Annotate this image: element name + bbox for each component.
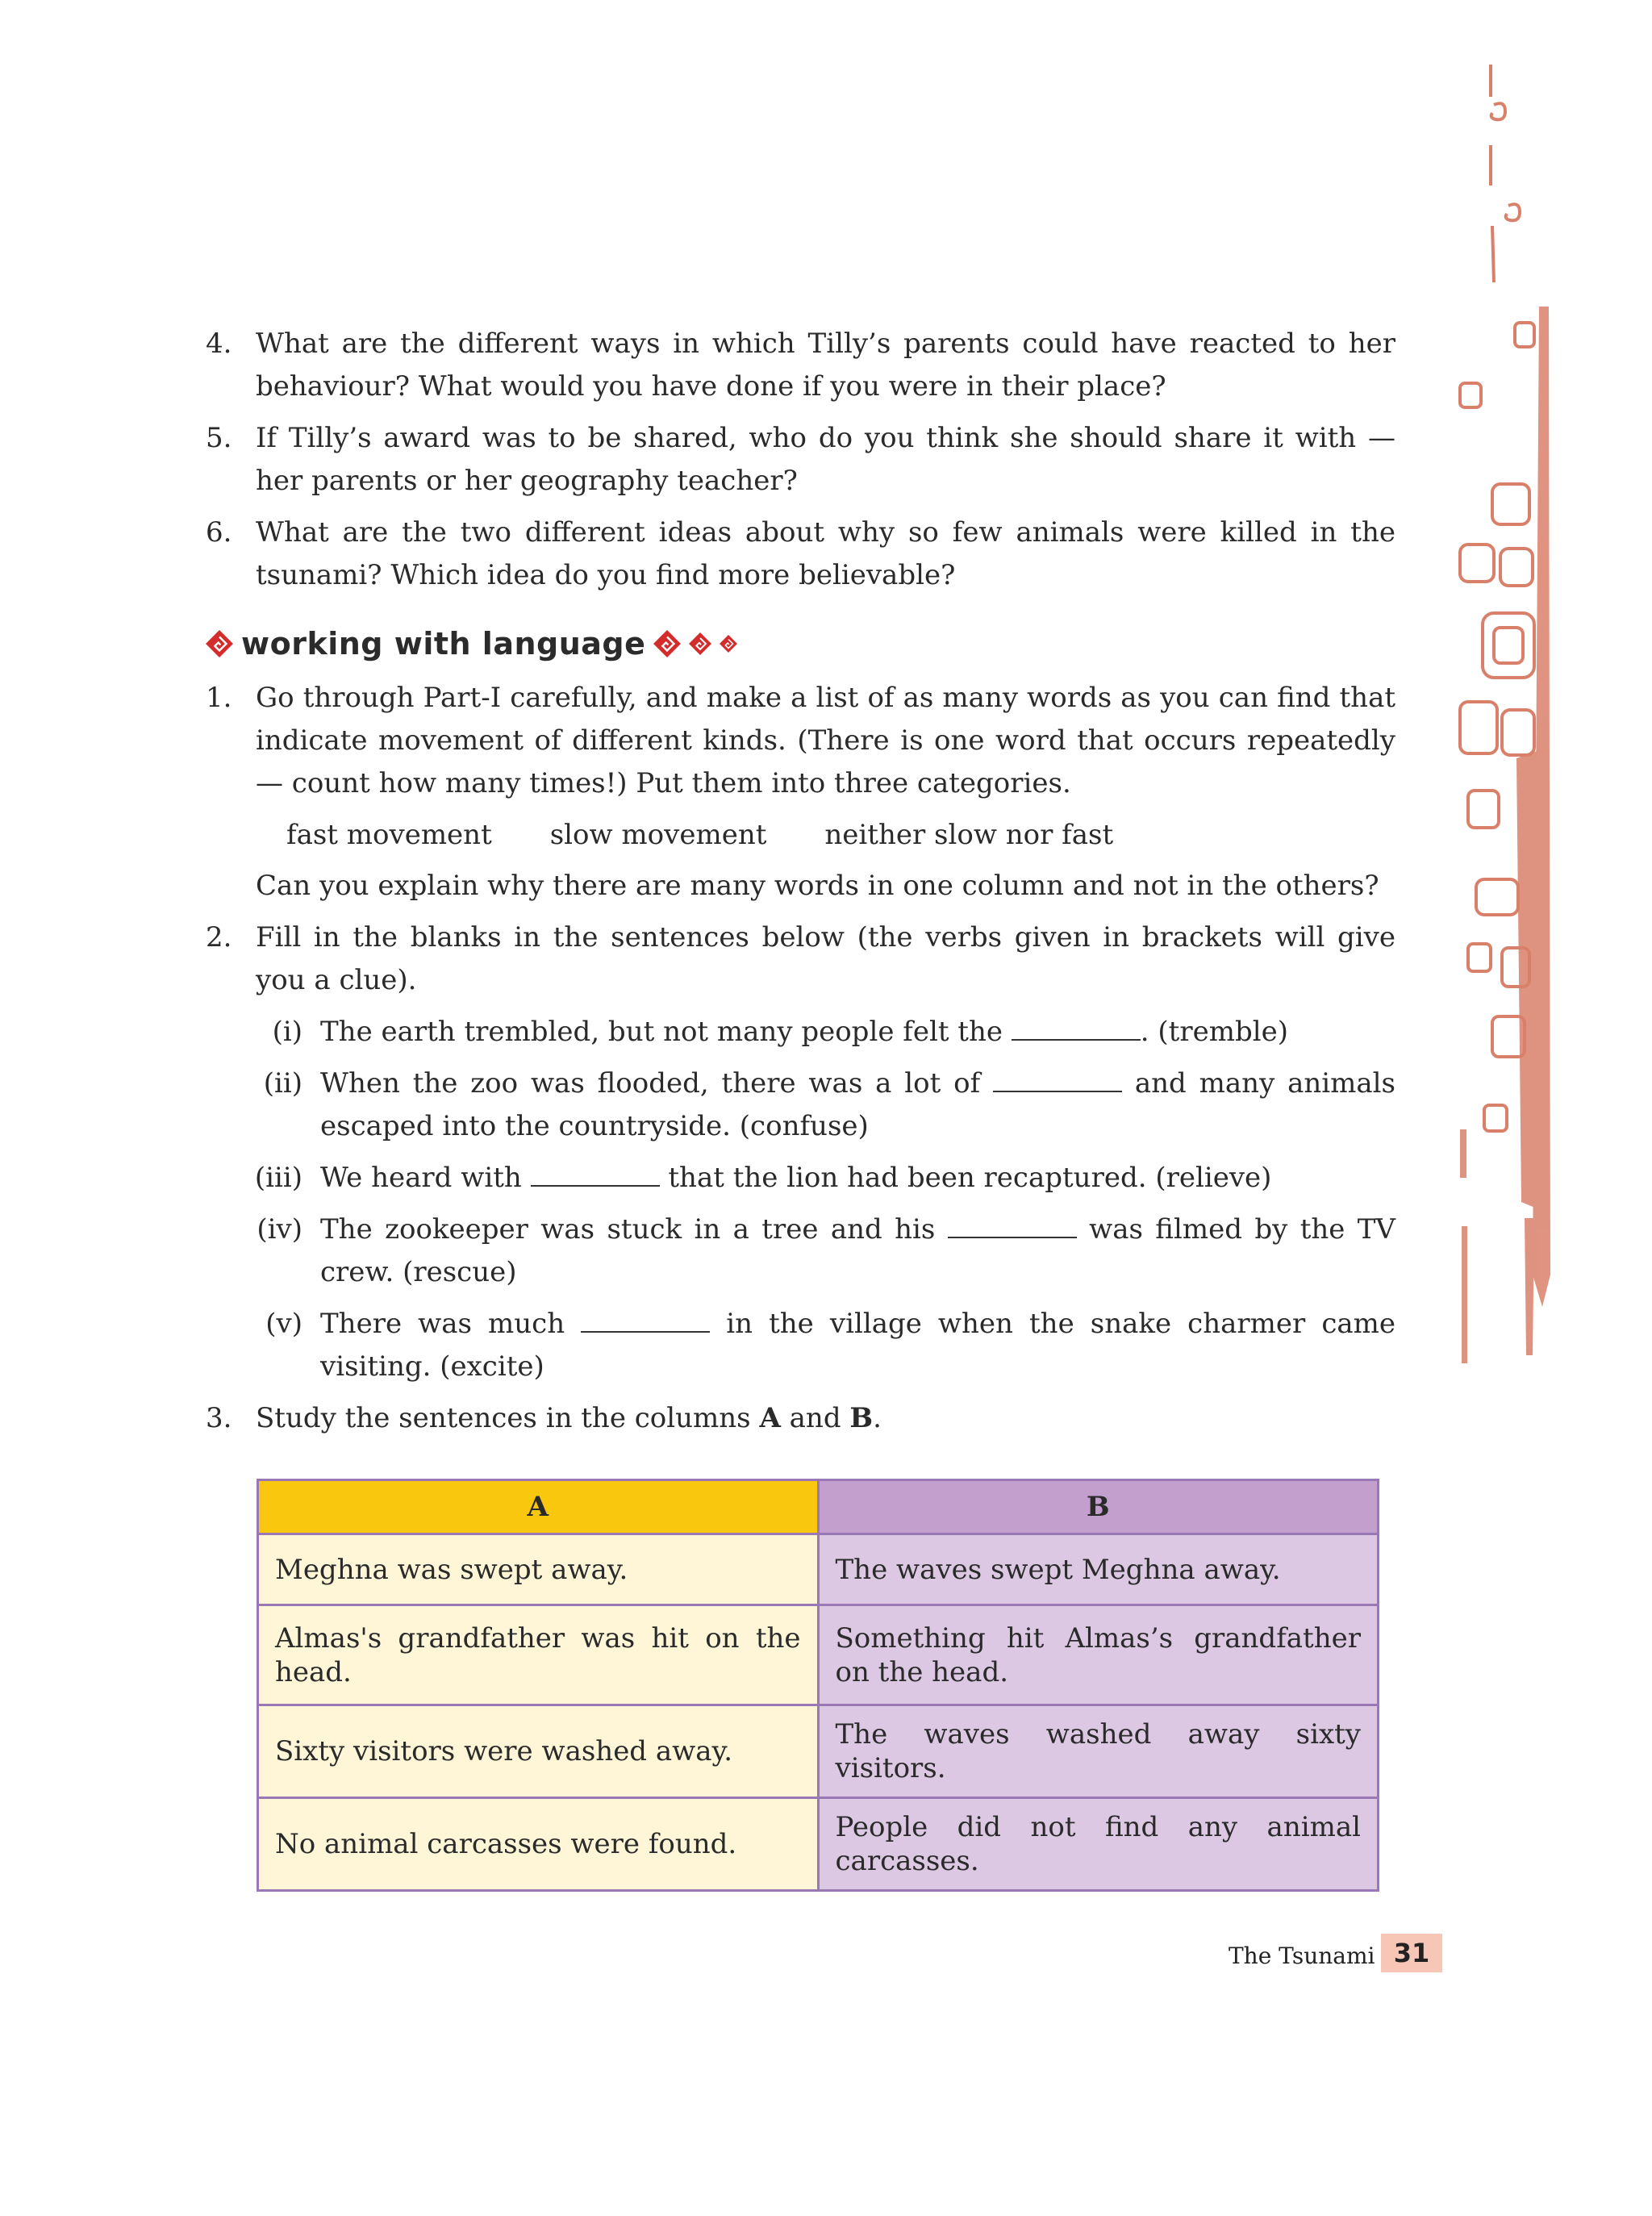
sentence-start: There was much — [320, 1308, 565, 1340]
table-cell-b: People did not find any animal carcasses. — [818, 1798, 1379, 1891]
fill-blank-item-v — [206, 1303, 1395, 1388]
conjunction: and — [789, 1402, 841, 1434]
question-number: 5. — [206, 422, 232, 454]
table-row — [258, 1534, 1379, 1605]
table-cell-a: Meghna was swept away. — [258, 1534, 819, 1605]
page-number: 31 — [1381, 1934, 1442, 1972]
table-cell-a: Almas's grandfather was hit on the head. — [258, 1605, 819, 1705]
language-question-1 — [206, 677, 1395, 805]
question-text: Fill in the blanks in the sentences below (the verbs given in brackets will give you a clue). — [256, 921, 1395, 996]
column-b-ref: B — [849, 1402, 874, 1434]
item-number: (v) — [265, 1308, 302, 1340]
item-number: (iii) — [254, 1162, 302, 1194]
table-cell-b: Something hit Almas’s grandfather on the head. — [818, 1605, 1379, 1705]
red-swirl-icon — [653, 630, 681, 657]
language-question-2 — [206, 916, 1395, 1002]
red-swirl-icon — [206, 630, 233, 657]
question-number: 2. — [206, 921, 232, 954]
sentence-start: We heard with — [320, 1162, 522, 1194]
followup-question: Can you explain why there are many words in one column and not in the others? — [256, 870, 1379, 902]
table-cell-a: Sixty visitors were washed away. — [258, 1705, 819, 1798]
question-5 — [206, 417, 1395, 503]
blank-line — [1012, 1015, 1141, 1041]
movement-categories — [206, 814, 1395, 857]
period: . — [873, 1402, 882, 1434]
footer-chapter-title: The Tsunami — [1229, 1943, 1375, 1969]
column-a-ref: A — [759, 1402, 781, 1434]
column-b-header: B — [818, 1480, 1379, 1534]
item-number: (i) — [272, 1016, 302, 1048]
table-row — [258, 1705, 1379, 1798]
question-text: What are the two different ideas about why so few animals were killed in the tsunami? Which idea do you find more believable? — [256, 516, 1395, 591]
question-text: Study the sentences in the columns — [256, 1402, 751, 1434]
language-question-3 — [206, 1397, 1395, 1440]
sentence-end: . (tremble) — [1140, 1016, 1288, 1048]
fill-blank-item-iii — [206, 1157, 1395, 1200]
table-row — [258, 1605, 1379, 1705]
column-a-header: A — [258, 1480, 819, 1534]
fill-blank-item-ii — [206, 1062, 1395, 1148]
blank-line — [581, 1307, 710, 1333]
question-number: 4. — [206, 328, 232, 360]
table-header-row — [258, 1480, 1379, 1534]
category-label: fast movement — [286, 819, 492, 851]
blank-line — [531, 1161, 660, 1187]
question-text: If Tilly’s award was to be shared, who do you think she should share it with — her parents or her geography teacher? — [256, 422, 1395, 497]
comparison-table — [257, 1479, 1379, 1892]
exercise-content — [206, 323, 1395, 1449]
section-heading — [206, 620, 737, 668]
blank-line — [948, 1212, 1077, 1238]
sentence-start: When the zoo was flooded, there was a lot of — [320, 1067, 981, 1100]
category-label: neither slow nor fast — [824, 819, 1114, 851]
red-swirl-icon — [689, 632, 711, 655]
question-number: 1. — [206, 682, 232, 714]
fill-blank-item-i — [206, 1011, 1395, 1054]
question-number: 6. — [206, 516, 232, 549]
question-6 — [206, 511, 1395, 597]
red-swirl-icon — [720, 635, 737, 653]
question-number: 3. — [206, 1402, 232, 1434]
question-text: What are the different ways in which Tilly’s parents could have reacted to her behaviour? What would you have done if you were in their place? — [256, 328, 1395, 403]
sentence-end: was filmed by the TV crew. (rescue) — [320, 1213, 1395, 1288]
table-cell-b: The waves swept Meghna away. — [818, 1534, 1379, 1605]
category-label: slow movement — [549, 819, 767, 851]
section-heading-text: working with language — [241, 626, 646, 661]
fill-blank-item-iv — [206, 1208, 1395, 1294]
sentence-end: and many animals escaped into the countryside. (confuse) — [320, 1067, 1395, 1142]
item-number: (ii) — [263, 1067, 302, 1100]
item-number: (iv) — [257, 1213, 302, 1246]
sentence-end: in the village when the snake charmer came visiting. (excite) — [320, 1308, 1396, 1383]
question-4 — [206, 323, 1395, 408]
sentence-end: that the lion had been recaptured. (relieve) — [668, 1162, 1272, 1194]
blank-line — [993, 1066, 1122, 1092]
question-text: Go through Part-I carefully, and make a list of as many words as you can find that indicate movement of different kinds. (There is one word that occurs repeatedly — count how many times!) Put them into three categories. — [256, 682, 1395, 799]
decorative-swirl-border — [1444, 65, 1557, 1412]
table-cell-b: The waves washed away sixty visitors. — [818, 1705, 1379, 1798]
table-cell-a: No animal carcasses were found. — [258, 1798, 819, 1891]
table-row — [258, 1798, 1379, 1891]
sentence-start: The earth trembled, but not many people felt the — [320, 1016, 1003, 1048]
sentence-start: The zookeeper was stuck in a tree and his — [320, 1213, 936, 1246]
